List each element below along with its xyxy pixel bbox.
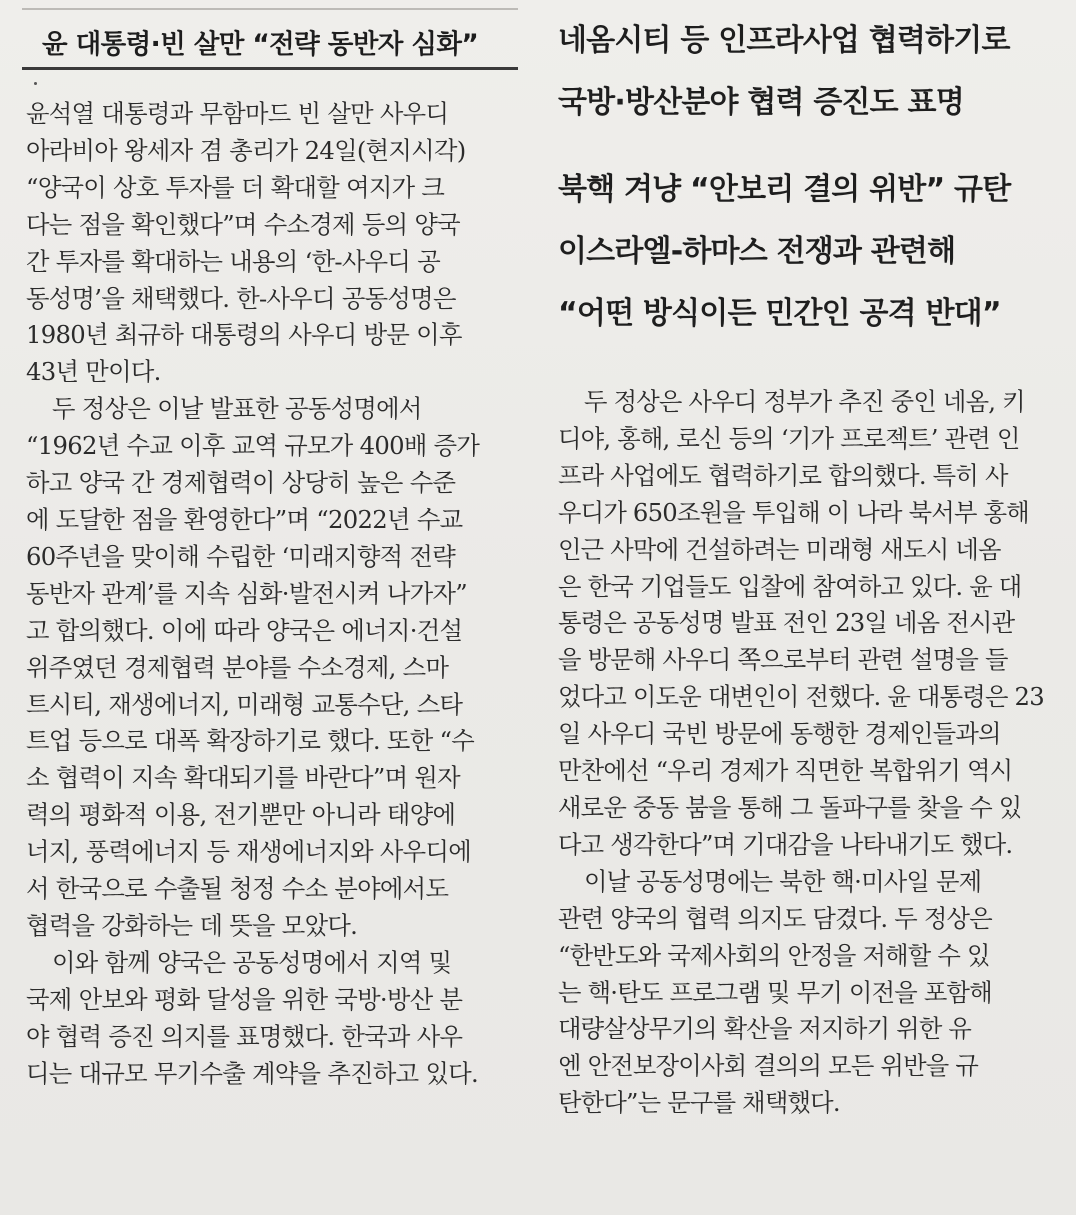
text-line: 통령은 공동성명 발표 전인 23일 네옴 전시관 — [558, 608, 1015, 638]
text-line: 서 한국으로 수출될 청정 수소 분야에서도 — [26, 874, 449, 904]
text-line: 고 합의했다. 이에 따라 양국은 에너지·건설 — [26, 615, 463, 645]
text-line: 에 도달한 점을 환영한다”며 “2022년 수교 — [26, 504, 463, 534]
text-line: 인근 사막에 건설하려는 미래형 새도시 네옴 — [558, 534, 1001, 564]
subheadline-box — [22, 8, 518, 70]
text-line: 을 방문해 사우디 쪽으로부터 관련 설명을 들 — [558, 645, 1008, 675]
text-line: 만찬에선 “우리 경제가 직면한 복합위기 역시 — [558, 756, 1013, 786]
text-line: 새로운 중동 붐을 통해 그 돌파구를 찾을 수 있 — [558, 792, 1022, 822]
headline-line: 네옴시티 등 인프라사업 협력하기로 — [558, 23, 1010, 58]
right-headlines — [558, 10, 1058, 345]
headline-line: 북핵 겨냥 “안보리 결의 위반” 규탄 — [558, 172, 1011, 207]
text-line: 1980년 최규하 대통령의 사우디 방문 이후 — [26, 320, 462, 350]
text-line: 다는 점을 확인했다”며 수소경제 등의 양국 — [26, 209, 460, 239]
text-line: “1962년 수교 이후 교역 규모가 400배 증가 — [26, 431, 480, 461]
text-line: 디는 대규모 무기수출 계약을 추진하고 있다. — [26, 1058, 479, 1088]
text-line: “한반도와 국제사회의 안정을 저해할 수 있 — [558, 940, 990, 970]
text-line: 이와 함께 양국은 공동성명에서 지역 및 — [52, 947, 452, 977]
text-line: 국제 안보와 평화 달성을 위한 국방·방산 분 — [26, 984, 463, 1014]
left-article-body — [26, 96, 522, 1092]
text-line: 동반자 관계’를 지속 심화·발전시켜 나가자” — [26, 578, 467, 608]
bullet-dot — [34, 82, 37, 85]
text-line: 윤석열 대통령과 무함마드 빈 살만 사우디 — [26, 99, 449, 128]
text-line: 이날 공동성명에는 북한 핵·미사일 문제 — [584, 866, 982, 896]
text-line: 위주였던 경제협력 분야를 수소경제, 스마 — [26, 652, 449, 682]
text-line: 43년 만이다. — [26, 357, 161, 387]
text-line: 트업 등으로 대폭 확장하기로 했다. 또한 “수 — [26, 726, 474, 756]
text-line: 트시티, 재생에너지, 미래형 교통수단, 스타 — [26, 689, 463, 719]
text-line: 협력을 강화하는 데 뜻을 모았다. — [26, 910, 358, 940]
text-line: 우디가 650조원을 투입해 이 나라 북서부 홍해 — [558, 497, 1029, 527]
text-line: 탄한다”는 문구를 채택했다. — [558, 1088, 840, 1118]
headline-line: 국방·방산분야 협력 증진도 표명 — [558, 85, 964, 120]
top-rule — [22, 8, 518, 10]
text-line: 다고 생각한다”며 기대감을 나타내기도 했다. — [558, 829, 1013, 859]
text-line: 두 정상은 사우디 정부가 추진 중인 네옴, 키 — [584, 387, 1025, 416]
text-line: “양국이 상호 투자를 더 확대할 여지가 크 — [26, 172, 445, 202]
text-line: 은 한국 기업들도 입찰에 참여하고 있다. 윤 대 — [558, 571, 1022, 601]
paragraph — [558, 864, 1058, 1122]
text-line: 는 핵·탄도 프로그램 및 무기 이전을 포함해 — [558, 977, 992, 1007]
text-line: 동성명’을 채택했다. 한-사우디 공동성명은 — [26, 283, 456, 313]
text-line: 너지, 풍력에너지 등 재생에너지와 사우디에 — [26, 837, 471, 867]
text-line: 대량살상무기의 확산을 저지하기 위한 유 — [558, 1014, 972, 1044]
headline-line: “어떤 방식이든 민간인 공격 반대” — [558, 296, 1001, 331]
text-line: 디야, 홍해, 로신 등의 ‘기가 프로젝트’ 관련 인 — [558, 423, 1020, 453]
right-article-body — [558, 384, 1058, 1122]
text-line: 프라 사업에도 협력하기로 합의했다. 특히 사 — [558, 460, 1008, 490]
text-line: 소 협력이 지속 확대되기를 바란다”며 원자 — [26, 763, 460, 793]
headline-group-bottom — [558, 159, 1058, 345]
text-line: 하고 양국 간 경제협력이 상당히 높은 수준 — [26, 468, 456, 498]
text-line: 관련 양국의 협력 의지도 담겼다. 두 정상은 — [558, 903, 992, 933]
paragraph — [26, 96, 522, 391]
text-line: 60주년을 맞이해 수립한 ‘미래지향적 전략 — [26, 541, 455, 571]
headline-line: 이스라엘-하마스 전쟁과 관련해 — [558, 234, 956, 269]
text-line: 두 정상은 이날 발표한 공동성명에서 — [52, 394, 422, 424]
text-line: 었다고 이도운 대변인이 전했다. 윤 대통령은 23 — [558, 682, 1044, 712]
text-line: 간 투자를 확대하는 내용의 ‘한-사우디 공 — [26, 246, 440, 276]
paragraph — [26, 391, 522, 945]
left-subheadline: 윤 대통령·빈 살만 “전략 동반자 심화” — [42, 29, 479, 60]
text-line: 야 협력 증진 의지를 표명했다. 한국과 사우 — [26, 1021, 463, 1051]
text-line: 엔 안전보장이사회 결의의 모든 위반을 규 — [558, 1051, 979, 1081]
text-line: 아라비아 왕세자 겸 총리가 24일(현지시각) — [26, 135, 466, 165]
headline-group-top — [558, 10, 1058, 134]
text-line: 력의 평화적 이용, 전기뿐만 아니라 태양에 — [26, 800, 456, 830]
text-line: 일 사우디 국빈 방문에 동행한 경제인들과의 — [558, 719, 1001, 749]
paragraph — [558, 384, 1058, 864]
paragraph — [26, 945, 522, 1093]
